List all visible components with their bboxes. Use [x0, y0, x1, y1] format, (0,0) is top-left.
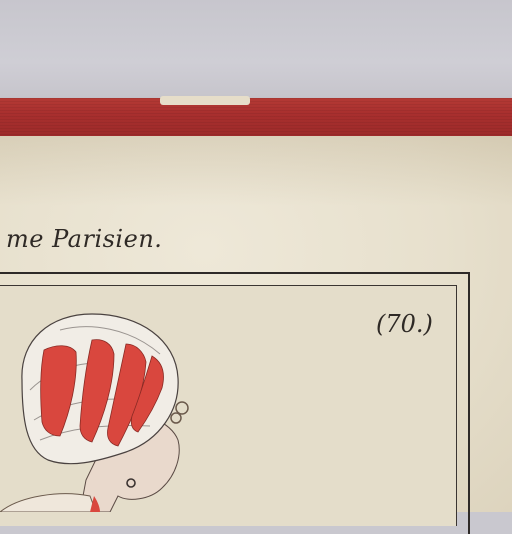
caption-text: me Parisien.	[6, 225, 163, 253]
page-shadow	[0, 136, 512, 206]
worn-edge-mark	[160, 96, 250, 105]
turbaned-woman-icon	[0, 300, 220, 512]
background-surface	[0, 0, 512, 104]
plate-number: (70.)	[376, 310, 433, 338]
red-book-edge	[0, 98, 512, 138]
